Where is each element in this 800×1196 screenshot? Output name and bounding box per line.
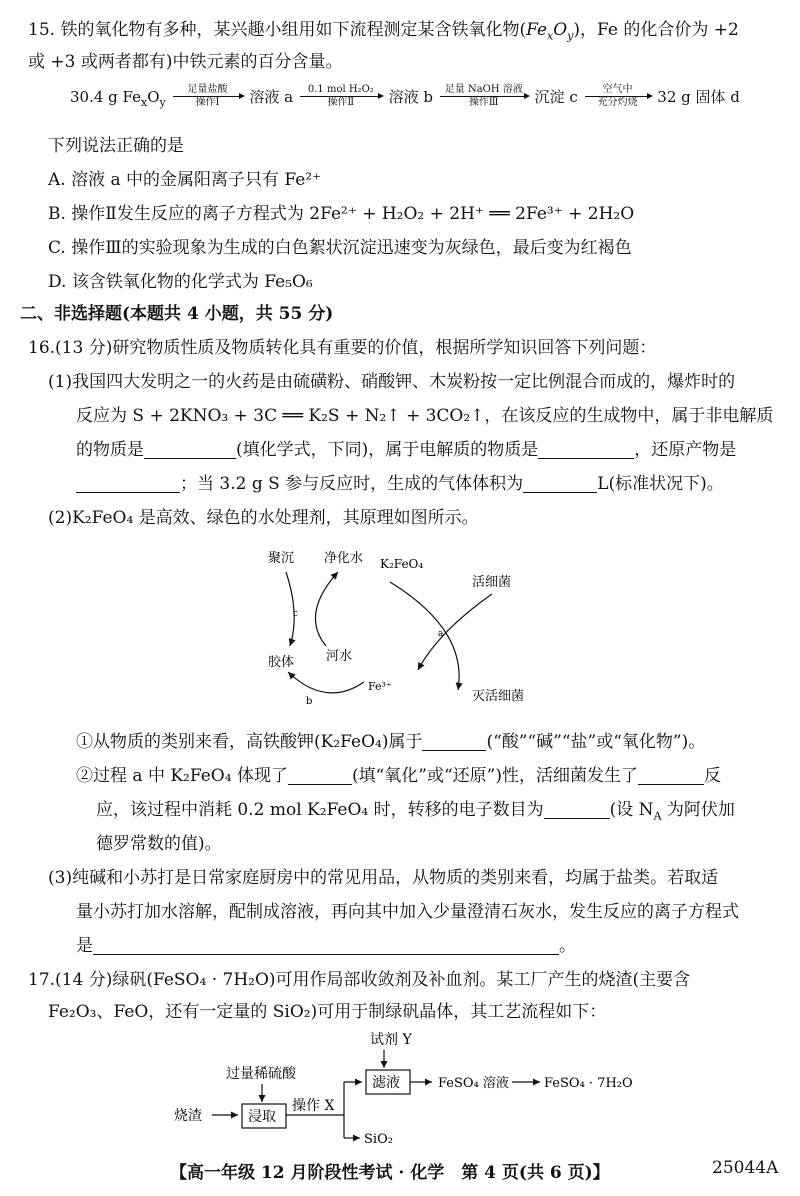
- label-a: a: [438, 629, 444, 639]
- q16-p2-heading: (2)K₂FeO₄ 是高效、绿色的水处理剂，其原理如图所示。: [48, 508, 479, 528]
- label-k2feo4: K₂FeO₄: [380, 557, 424, 571]
- q16-p1-line4: ；当 3.2 g S 参与反应时，生成的气体体积为 L(标准状况下)。: [76, 472, 786, 496]
- curve-bottom: [288, 672, 364, 693]
- label-fe3: Fe³⁺: [368, 680, 392, 693]
- q15-stem-line1: 15. 铁的氧化物有多种，某兴趣小组用如下流程测定某含铁氧化物$(Fe_xO_y)$，Fe 的化合价为 +2: [28, 20, 739, 43]
- flow-solution-b: 溶液 b: [388, 88, 433, 106]
- q16-heading: 16.(13 分)研究物质性质及物质转化具有重要的价值，根据所学知识回答下列问题：: [28, 338, 657, 358]
- blank-reduction-product[interactable]: [76, 474, 180, 493]
- label-jiao-ti: 胶体: [268, 655, 295, 670]
- q15-sub-x: x: [547, 29, 554, 43]
- label-he-shui: 河水: [326, 649, 353, 664]
- curve-right-1: [390, 582, 459, 690]
- q16-p1-line2: 反应为 S + 2KNO₃ + 3C ══ K₂S + N₂↑ + 3CO₂↑，在该反应的生成物中，属于非电解质: [76, 406, 774, 426]
- q15-option-a: A. 溶液 a 中的金属阳离子只有 Fe²⁺: [48, 170, 322, 190]
- q16-s2-line1: ②过程 a 中 K₂FeO₄ 体现了 (填“氧化”或“还原”)性，活细菌发生了 反: [76, 766, 721, 786]
- label-feso4-solution: FeSO₄ 溶液: [438, 1076, 509, 1091]
- label-slag: 烧渣: [174, 1108, 202, 1124]
- flow-arrow-1: 足量盐酸 操作Ⅰ: [173, 84, 243, 109]
- blank-gas-volume[interactable]: [523, 474, 597, 493]
- label-jing-hua-shui: 净化水: [324, 551, 364, 566]
- q15-option-b: B. 操作Ⅱ发生反应的离子方程式为 2Fe²⁺ + H₂O₂ + 2H⁺ ══ 2Fe³⁺ + 2H₂O: [48, 204, 635, 224]
- label-mie-huo: 灭活细菌: [472, 689, 525, 704]
- label-op-x: 操作 X: [292, 1098, 335, 1114]
- k2feo4-mechanism-diagram: [240, 542, 560, 712]
- footer-code: 25044A: [712, 1158, 779, 1178]
- blank-redox-property[interactable]: [288, 766, 352, 785]
- flow-arrow-4: 空气中 充分灼烧: [585, 84, 651, 109]
- q15-flow-chart: [70, 84, 740, 109]
- curve-right-2: [418, 594, 492, 670]
- q15-option-c: C. 操作Ⅲ的实验现象为生成的白色絮状沉淀迅速变为灰绿色，最后变为红褐色: [48, 238, 632, 258]
- q15-sub-y: y: [567, 29, 574, 43]
- footer-title: 【高一年级 12 月阶段性考试 · 化学 第 4 页(共 6 页)】: [170, 1163, 610, 1183]
- q17-process-flow: [160, 1028, 680, 1148]
- label-filtrate: 滤液: [372, 1075, 400, 1091]
- q16-s1: ①从物质的类别来看，高铁酸钾(K₂FeO₄)属于 (“酸”“碱”“盐”或“氧化物”)。: [76, 732, 706, 752]
- q16-p3-line1: (3)纯碱和小苏打是日常家庭厨房中的常见用品，从物质的类别来看，均属于盐类。若取适: [48, 868, 719, 888]
- blank-ion-equation[interactable]: [93, 936, 559, 955]
- section-2-heading: 二、非选择题(本题共 4 小题，共 55 分): [20, 304, 334, 324]
- blank-electron-number[interactable]: [544, 800, 610, 819]
- label-c: c: [293, 609, 299, 619]
- q15-stem-end: ，Fe 的化合价为 +2: [580, 20, 739, 40]
- flow-start: 30.4 g $Fe_xO_y$: [70, 87, 166, 109]
- flow-solid-d: 32 g 固体 d: [657, 88, 740, 106]
- curve-left-2: [315, 572, 338, 646]
- label-ju-chen: 聚沉: [268, 551, 295, 566]
- label-reagent-y: 试剂 Y: [370, 1032, 412, 1048]
- label-sio2: SiO₂: [364, 1132, 393, 1147]
- q15-option-d: D. 该含铁氧化物的化学式为 Fe₅O₆: [48, 272, 313, 292]
- q16-s2-line3: 德罗常数的值)。: [96, 834, 222, 854]
- q16-s2-line2: 应，该过程中消耗 0.2 mol K₂FeO₄ 时，转移的电子数目为 (设 $N_A$ 为阿伏加: [96, 800, 735, 823]
- blank-bacteria-reaction[interactable]: [638, 766, 704, 785]
- q16-p3-line3: 是 。: [76, 936, 576, 956]
- q15-formula-o: O: [553, 20, 568, 40]
- q15-formula-fe: Fe: [526, 20, 548, 40]
- q16-p1-line1: (1)我国四大发明之一的火药是由硫磺粉、硝酸钾、木炭粉按一定比例混合而成的，爆炸时的: [48, 372, 736, 392]
- blank-electrolyte[interactable]: [538, 440, 634, 459]
- label-feso4-7h2o: FeSO₄ · 7H₂O: [544, 1076, 633, 1091]
- q16-p1-line3: 的物质是 (填化学式，下同)，属于电解质的物质是 ，还原产物是: [76, 440, 737, 460]
- q15-prompt: 下列说法正确的是: [48, 136, 184, 156]
- flow-precipitate-c: 沉淀 c: [534, 88, 578, 106]
- flow-arrow-3: 足量 NaOH 溶液 操作Ⅲ: [440, 84, 528, 109]
- q15-stem-text: 15. 铁的氧化物有多种，某兴趣小组用如下流程测定某含铁氧化物(: [28, 20, 527, 40]
- label-excess-acid: 过量稀硫酸: [226, 1066, 296, 1082]
- label-leach: 浸取: [248, 1109, 276, 1125]
- q15-stem-line2: 或 +3 或两者都有)中铁元素的百分含量。: [28, 52, 343, 72]
- flow-solution-a: 溶液 a: [249, 88, 294, 106]
- label-huo-xi-jun: 活细菌: [472, 575, 512, 590]
- q17-line2: Fe₂O₃、FeO，还有一定量的 SiO₂)可用于制绿矾晶体，其工艺流程如下：: [48, 1002, 607, 1022]
- flow-arrow-2: 0.1 mol H₂O₂ 操作Ⅱ: [300, 84, 382, 109]
- blank-nonelectrolyte[interactable]: [144, 440, 236, 459]
- q16-p3-line2: 量小苏打加水溶解，配制成溶液，再向其中加入少量澄清石灰水，发生反应的离子方程式: [76, 902, 739, 922]
- blank-substance-class[interactable]: [422, 732, 486, 751]
- label-b: b: [306, 696, 313, 707]
- q17-line1: 17.(14 分)绿矾(FeSO₄ · 7H₂O)可用作局部收敛剂及补血剂。某工厂产生的烧渣(主要含: [28, 970, 691, 990]
